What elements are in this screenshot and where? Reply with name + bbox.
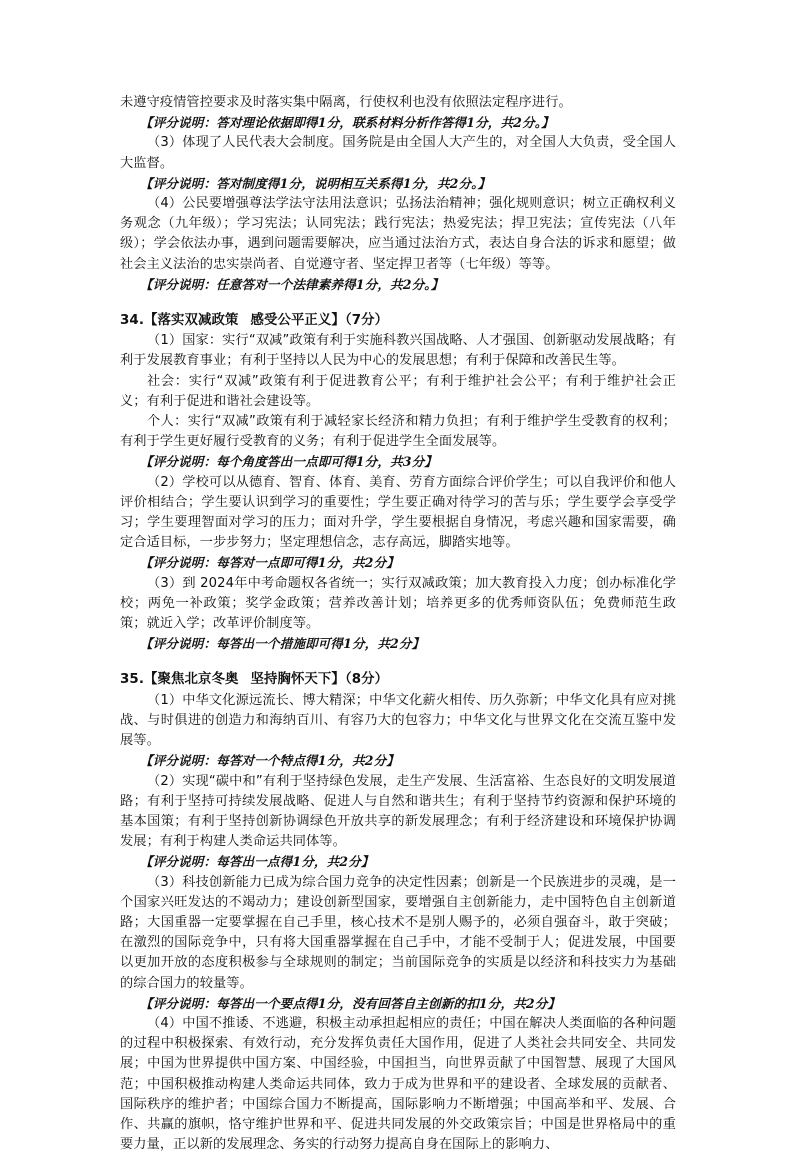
q35-part4-answer: （4）中国不推诿、不逃避，积极主动承担起相应的责任；中国在解决人类面临的各种问题的过程中积极探索、有效行动，充分发挥负责任大国作用，促进了人类社会共同安全、共同发展；中国为世界提供中国方案、中国经验，中国担当，向世界贡献了中国智慧、展现了大国风范；中国积极推动构建人类命运共同体，致力于成为世界和平的建设者、全球发展的贡献者、国际秩序的维护者；中国综合国力不断提高，国际影响力不断增强；中国高举和平、发展、合作、共赢的旗帜，恪守维护世界和平、促进共同发展的外交政策宗旨；中国是世界格局中的重要力量，正以新的发展理念、务实的行动努力提高自身在国际上的影响力、 <box>120 1015 676 1153</box>
q34-scoring-note-2: 【评分说明：每答对一点即可得1分，共2分】 <box>140 555 399 571</box>
q33-scoring-note-2: 【评分说明：答对理论依据即得1分，联系材料分析作答得1分，共2分。】 <box>140 115 554 131</box>
q35-part1-answer: （1）中华文化源远流长、博大精深；中华文化薪火相传、历久弥新；中华文化具有应对挑战、与时俱进的创造力和海纳百川、有容乃大的包容力；中华文化与世界文化在交流互鉴中发展等。 <box>120 692 676 749</box>
q34-part3-answer: （3）到 2024年中考命题权各省统一；实行双减政策；加大教育投入力度；创办标准化学校；两免一补政策；奖学金政策；营养改善计划；培养更多的优秀师资队伍；免费师范生政策；就近入学；改革评价制度等。 <box>120 575 676 632</box>
q33-part4-answer: （4）公民要增强尊法学法守法用法意识；弘扬法治精神；强化规则意识；树立正确权利义务观念（九年级）；学习宪法；认同宪法；践行宪法；热爱宪法；捍卫宪法；宣传宪法（八年级）；学会依法办事，遇到问题需要解决，应当通过法治方式，表达自身合法的诉求和愿望；做社会主义法治的忠实崇尚者、自觉遵守者、坚定捍卫者等（七年级）等等。 <box>120 196 676 272</box>
q34-part1-social: 社会：实行“双减”政策有利于促进教育公平；有利于维护社会公平；有利于维护社会正义；有利于促进和谐社会建设等。 <box>120 373 676 409</box>
q35-part2-answer: （2）实现“碳中和”有利于坚持绿色发展，走生产发展、生活富裕、生态良好的文明发展道路；有利于坚持可持续发展战略、促进人与自然和谐共生；有利于坚持节约资源和保护环境的基本国策；有利于坚持创新协调绿色开放共享的新发展理念；有利于经济建设和环境保护协调发展；有利于构建人类命运共同体等。 <box>120 773 676 850</box>
q33-part3-answer: （3）体现了人民代表大会制度。国务院是由全国人大产生的，对全国人大负责，受全国人大监督。 <box>120 135 676 171</box>
q34-title-a: 【落实双减政策 <box>144 313 239 329</box>
q35-scoring-note-1: 【评分说明：每答对一个特点得1分，共2分】 <box>140 753 399 769</box>
q34-part2-answer: （2）学校可以从德育、智育、体育、美育、劳育方面综合评价学生；可以自我评价和他人评价相结合；学生要认识到学习的重要性；学生要正确对待学习的苦与乐；学生要学会享受学习；学生要理智面对学习的压力；面对升学，学生要根据自身情况，考虑兴趣和国家需要，确定合适目标，一步步努力；坚定理想信念，志存高远，脚踏实地等。 <box>120 474 676 551</box>
q34-title-b: 感受公平正义】 <box>250 313 345 329</box>
q34-part1-personal: 个人：实行“双减”政策有利于减轻家长经济和精力负担；有利于维护学生受教育的权利；有利于学生更好履行受教育的义务；有利于促进学生全面发展等。 <box>120 414 676 450</box>
q33-scoring-note-3: 【评分说明：答对制度得1分，说明相互关系得1分，共2分。】 <box>140 175 491 191</box>
q34-number: 34. <box>120 313 145 329</box>
q33-part2-continuation: 未遵守疫情管控要求及时落实集中隔离，行使权利也没有依照法定程序进行。 <box>120 95 572 110</box>
answer-key-page <box>120 93 676 1155</box>
q34-part1-national: （1）国家：实行“双减”政策有利于实施科教兴国战略、人才强国、创新驱动发展战略；有利于发展教育事业；有利于坚持以人民为中心的发展思想；有利于保障和改善民生等。 <box>120 333 676 369</box>
q34-score: （7分） <box>344 313 389 329</box>
q35-part3-answer: （3）科技创新能力已成为综合国力竞争的决定性因素；创新是一个民族进步的灵魂，是一个国家兴旺发达的不竭动力；建设创新型国家，要增强自主创新能力，走中国特色自主创新道路；大国重器一定要掌握在自己手里，核心技术不是别人赐予的，必须自强奋斗，敢于突破；在激烈的国际竞争中，只有将大国重器掌握在自己手中，才能不受制于人；促进发展，中国要以更加开放的态度积极参与全球规则的制定；当前国际竞争的实质是以经济和科技实力为基础的综合国力的较量等。 <box>120 874 676 991</box>
q35-heading <box>120 670 676 690</box>
q33-scoring-note-4: 【评分说明：任意答对一个法律素养得1分，共2分。】 <box>140 276 444 292</box>
q34-scoring-note-1: 【评分说明：每个角度答出一点即可得1分，共3分】 <box>140 454 437 470</box>
q35-scoring-note-3: 【评分说明：每答出一个要点得1分，没有回答自主创新的扣1分，共2分】 <box>140 995 561 1011</box>
q34-heading <box>120 311 676 331</box>
q34-scoring-note-3: 【评分说明：每答出一个措施即可得1分，共2分】 <box>140 636 425 652</box>
q35-scoring-note-2: 【评分说明：每答出一点得1分，共2分】 <box>140 854 374 870</box>
q35-title-b: 坚持胸怀天下】 <box>250 672 345 688</box>
q35-title-a: 【聚焦北京冬奥 <box>144 672 239 688</box>
q35-number: 35. <box>120 672 145 688</box>
q35-score: （8分） <box>344 672 389 688</box>
